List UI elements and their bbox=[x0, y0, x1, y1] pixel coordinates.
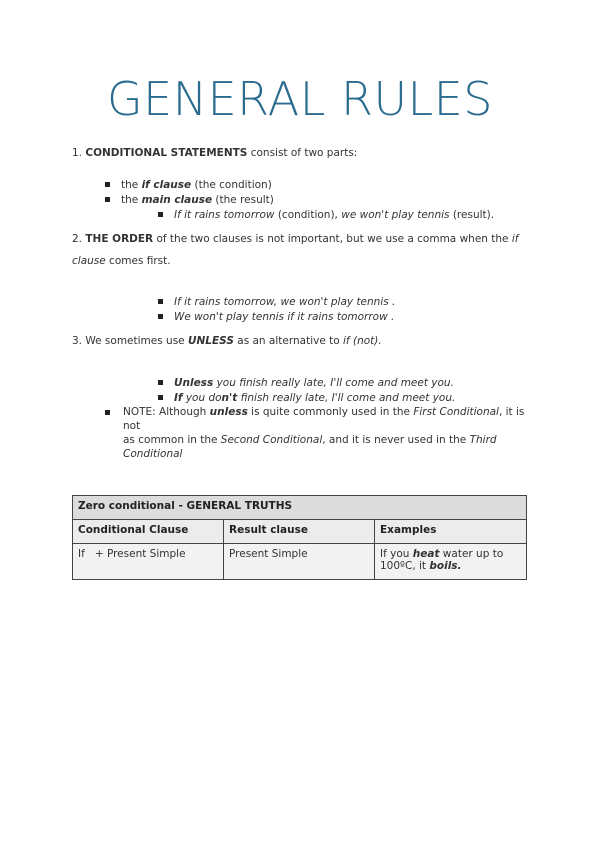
bullet-square-icon bbox=[105, 197, 110, 202]
table-header-result-clause: Result clause bbox=[224, 520, 375, 544]
table-header-conditional-clause: Conditional Clause bbox=[73, 520, 224, 544]
table-header-examples: Examples bbox=[375, 520, 527, 544]
table-cell-example: If you heat water up to 100ºC, it boils. bbox=[375, 544, 527, 580]
bullet-if-clause: the if clause (the condition) bbox=[105, 178, 272, 192]
table-caption: Zero conditional - GENERAL TRUTHS bbox=[73, 496, 527, 520]
page-title: GENERAL RULES bbox=[106, 72, 494, 126]
table-cell-result: Present Simple bbox=[224, 544, 375, 580]
bullet-if-not-example: If you don't finish really late, I'll come and meet you. bbox=[158, 391, 455, 405]
bullet-square-icon bbox=[105, 182, 110, 187]
table-cell-conditional: If + Present Simple bbox=[73, 544, 224, 580]
bullet-square-icon bbox=[105, 410, 110, 415]
section-2-line2: clause comes first. bbox=[72, 255, 171, 267]
zero-conditional-table bbox=[72, 495, 527, 580]
section-3-intro: 3. We sometimes use UNLESS as an alternative to if (not). bbox=[72, 335, 382, 347]
bullet-example-1: If it rains tomorrow (condition), we won't play tennis (result). bbox=[158, 208, 494, 222]
bullet-square-icon bbox=[158, 314, 163, 319]
section-2-line1: 2. THE ORDER of the two clauses is not important, but we use a comma when the if bbox=[72, 233, 519, 245]
bullet-square-icon bbox=[158, 380, 163, 385]
note-paragraph: NOTE: Although unless is quite commonly used in the First Conditional, it is not as common in the Second Conditional, and it is never used in the Third Conditional bbox=[123, 406, 525, 460]
section-1-intro: 1. CONDITIONAL STATEMENTS consist of two parts: bbox=[72, 147, 358, 159]
bullet-square-icon bbox=[158, 212, 163, 217]
bullet-order-example-1: If it rains tomorrow, we won't play tennis . bbox=[158, 295, 395, 309]
table-row bbox=[73, 544, 527, 580]
bullet-main-clause: the main clause (the result) bbox=[105, 193, 274, 207]
bullet-square-icon bbox=[158, 395, 163, 400]
bullet-order-example-2: We won't play tennis if it rains tomorrow . bbox=[158, 310, 394, 324]
bullet-unless-example: Unless you finish really late, I'll come and meet you. bbox=[158, 376, 454, 390]
bullet-square-icon bbox=[158, 299, 163, 304]
